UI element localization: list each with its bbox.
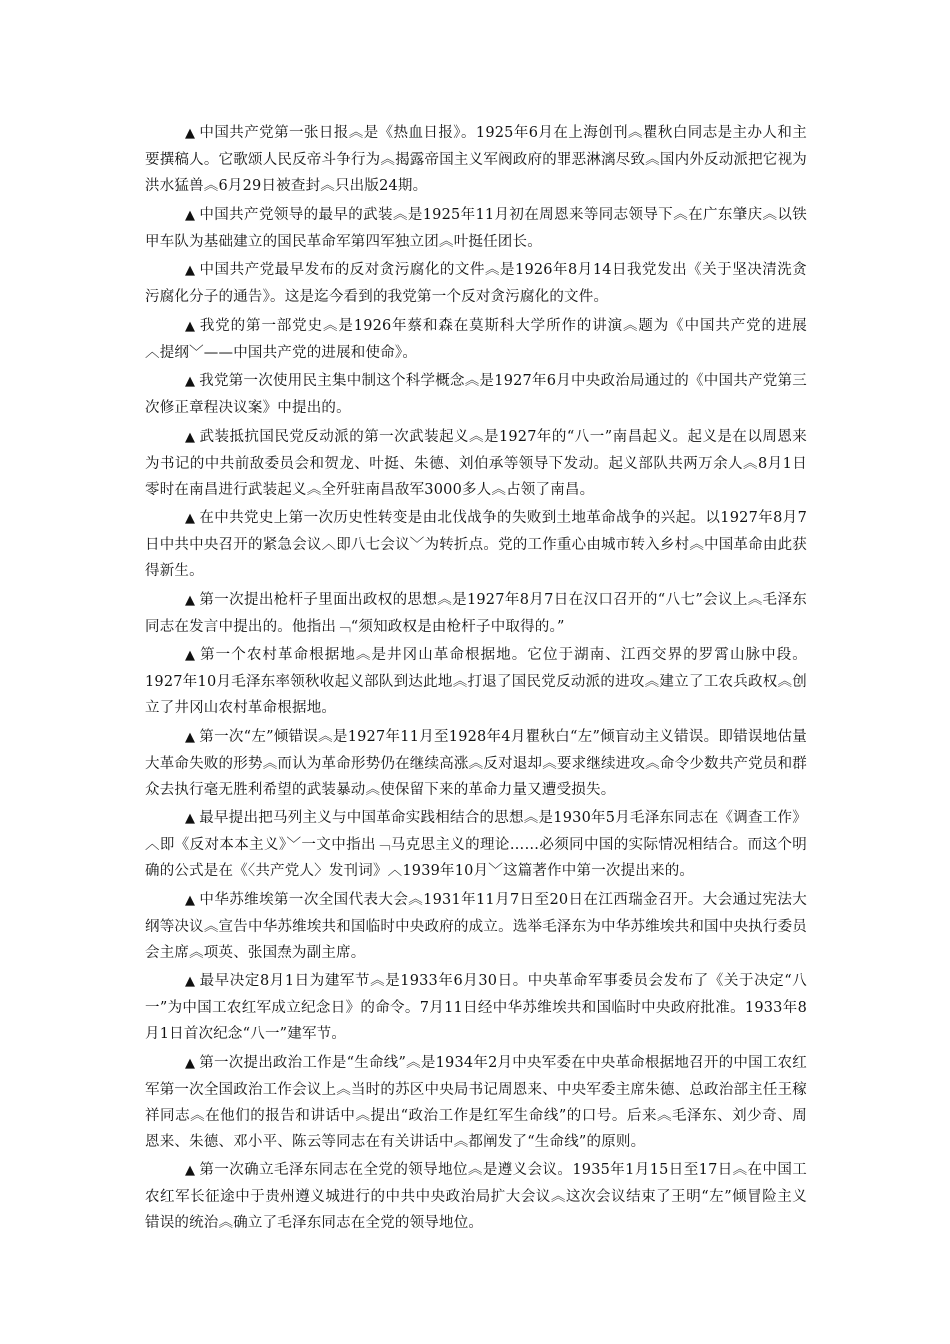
paragraph-zunyi [145, 1157, 807, 1236]
triangle-bullet-icon: ▲ [185, 207, 196, 223]
paragraph-text: 我党的第一部党史︽是1926年蔡和森在莫斯科大学所作的讲演︽题为《中国共产党的进展︿提纲﹀——中国共产党的进展和使命》。 [145, 317, 807, 361]
paragraph-historic-turn [145, 505, 807, 584]
triangle-bullet-icon: ▲ [185, 263, 196, 278]
triangle-bullet-icon: ▲ [185, 892, 196, 908]
triangle-bullet-icon: ▲ [185, 648, 196, 663]
triangle-bullet-icon: ▲ [185, 811, 196, 826]
triangle-bullet-icon: ▲ [185, 592, 196, 608]
paragraph-gun-barrel [145, 587, 807, 640]
paragraph-text: 第一个农村革命根据地︽是井冈山革命根据地。它位于湖南、江西交界的罗霄山脉中段。1927年10月毛泽东率领秋收起义部队到达此地︽打退了国民党反动派的进攻︽建立了工农兵政权︽创立了井冈山农村革命根据地。 [145, 647, 807, 716]
triangle-bullet-icon: ▲ [185, 374, 196, 389]
paragraph-text: 第一次提出政治工作是“生命线”︽是1934年2月中央军委在中央革命根据地召开的中国工农红军第一次全国政治工作会议上︽当时的苏区中央局书记周恩来、中央军委主席朱德、总政治部主任王稼祥同志︽在他们的报告和讲话中︽提出“政治工作是红军生命线”的口号。后来︽毛泽东、刘少奇、周恩来、朱德、邓小平、陈云等同志在有关讲话中︽都阐发了“生命线”的原则。 [145, 1054, 807, 1150]
paragraph-text: 中国共产党最早发布的反对贪污腐化的文件︽是1926年8月14日我党发出《关于坚决清洗贪污腐化分子的通告》。这是迄今看到的我党第一个反对贪污腐化的文件。 [145, 262, 807, 305]
paragraph-text: 最早提出把马列主义与中国革命实践相结合的思想︽是1930年5月毛泽东同志在《调查工作》︿即《反对本本主义》﹀一文中指出﹁马克思主义的理论……必须同中国的实际情况相结合。而这个明确的公式是在《〈共产党人〉发刊词》︿1939年10月﹀这篇著作中第一次提出来的。 [145, 810, 807, 879]
triangle-bullet-icon: ▲ [185, 318, 196, 334]
paragraph-text: 最早决定8月1日为建军节︽是1933年6月30日。中央革命军事委员会发布了《关于决定“八一”为中国工农红军成立纪念日》的命令。7月11日经中华苏维埃共和国临时中央政府批准。1933年8月1日首次纪念“八一”建军节。 [145, 973, 807, 1042]
paragraph-text: 第一次“左”倾错误︽是1927年11月至1928年4月瞿秋白“左”倾盲动主义错误。即错误地估量大革命失败的形势︽而认为革命形势仍在继续高涨︽反对退却︽要求继续进攻︽命令少数共产党员和群众去执行毫无胜利希望的武装暴动︽使保留下来的革命力量又遭受损失。 [145, 728, 807, 798]
paragraph-text: 武装抵抗国民党反动派的第一次武装起义︽是1927年的“八一”南昌起义。起义是在以周恩来为书记的中共前敌委员会和贺龙、叶挺、朱德、刘伯承等领导下发动。起义部队共两万余人︽8月1日零时在南昌进行武装起义︽全歼驻南昌敌军3000多人︽占领了南昌。 [145, 428, 807, 498]
triangle-bullet-icon: ▲ [185, 974, 196, 989]
triangle-bullet-icon: ▲ [185, 511, 196, 526]
paragraph-text: 第一次确立毛泽东同志在全党的领导地位︽是遵义会议。1935年1月15日至17日︽在中国工农红军长征途中于贵州遵义城进行的中共中央政治局扩大会议︽这次会议结束了王明“左”倾冒险主义错误的统治︽确立了毛泽东同志在全党的领导地位。 [145, 1162, 807, 1231]
paragraph-marxism-practice [145, 805, 807, 884]
paragraph-text: 中国共产党第一张日报︽是《热血日报》。1925年6月在上海创刊︽瞿秋白同志是主办人和主要撰稿人。它歌颂人民反帝斗争行为︽揭露帝国主义军阀政府的罪恶淋漓尽致︽国内外反动派把它视为洪水猛兽︽6月29日被查封︽只出版24期。 [145, 125, 807, 194]
paragraph-armed-force [145, 202, 807, 255]
paragraph-text: 中国共产党领导的最早的武装︽是1925年11月初在周恩来等同志领导下︽在广东肇庆︽以铁甲车队为基础建立的国民革命军第四军独立团︽叶挺任团长。 [145, 206, 807, 250]
paragraph-soviet-congress [145, 887, 807, 966]
paragraph-jinggangshan [145, 642, 807, 721]
paragraph-text: 中华苏维埃第一次全国代表大会︽1931年11月7日至20日在江西瑞金召开。大会通过宪法大纲等决议︽宣告中华苏维埃共和国临时中央政府的成立。选举毛泽东为中华苏维埃共和国中央执行委员会主席︽项英、张国焘为副主席。 [145, 891, 807, 961]
paragraph-anti-corruption [145, 257, 807, 310]
triangle-bullet-icon: ▲ [185, 1055, 196, 1071]
paragraph-text: 我党第一次使用民主集中制这个科学概念︽是1927年6月中央政治局通过的《中国共产党第三次修正章程决议案》中提出的。 [145, 373, 807, 416]
triangle-bullet-icon: ▲ [185, 429, 196, 445]
paragraph-democratic-centralism [145, 368, 807, 421]
paragraph-newspaper [145, 120, 807, 199]
triangle-bullet-icon: ▲ [185, 1163, 196, 1178]
paragraph-lifeline [145, 1050, 807, 1155]
paragraph-army-day [145, 968, 807, 1047]
paragraph-party-history [145, 313, 807, 366]
paragraph-text: 在中共党史上第一次历史性转变是由北伐战争的失败到土地革命战争的兴起。以1927年8月7日中共中央召开的紧急会议︿即八七会议﹀为转折点。党的工作重心由城市转入乡村︽中国革命由此获得新生。 [145, 510, 807, 579]
triangle-bullet-icon: ▲ [185, 126, 196, 141]
triangle-bullet-icon: ▲ [185, 729, 196, 745]
paragraph-nanchang-uprising [145, 424, 807, 503]
paragraph-left-error [145, 724, 807, 803]
document-page [145, 120, 807, 1239]
paragraph-text: 第一次提出枪杆子里面出政权的思想︽是1927年8月7日在汉口召开的“八七”会议上︽毛泽东同志在发言中提出的。他指出﹁“须知政权是由枪杆子中取得的。” [145, 591, 807, 635]
